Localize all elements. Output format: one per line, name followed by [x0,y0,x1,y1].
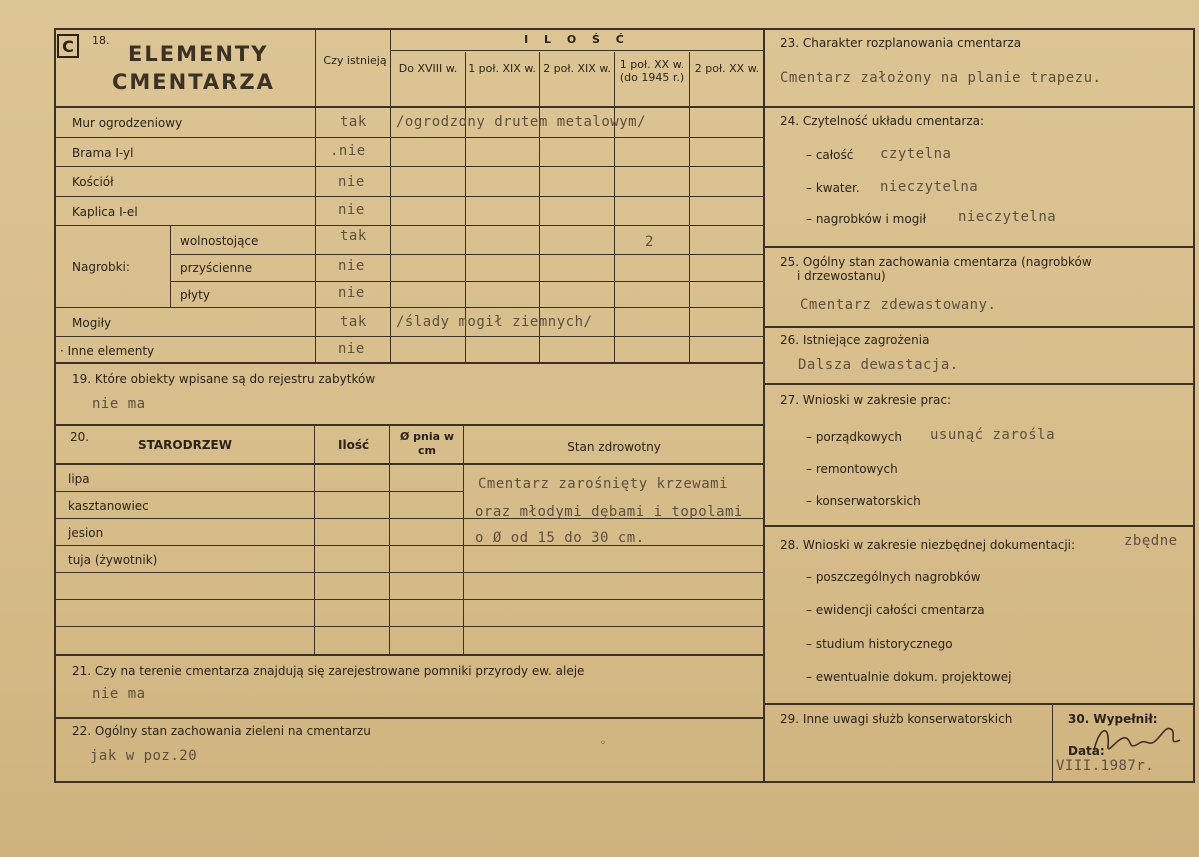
q24-label: 24. Czytelność układu cmentarza: [780,114,985,128]
q20-header-diam: Ø pnia w cm [399,430,455,457]
q23-label: 23. Charakter rozplanowania cmentarza [780,36,1022,50]
q27-item-1-label: – porządkowych [806,430,902,444]
q20-number: 20. [70,430,90,444]
exists-inne: nie [338,341,365,357]
col-quantity-header: I L O Ś Ć [524,33,630,46]
period-4: 1 poł. XX w. (do 1945 r.) [619,58,685,84]
q21-value: nie ma [92,686,146,702]
q26-label: 26. Istniejące zagrożenia [780,333,930,347]
q24-item-2-value: nieczytelna [880,179,979,195]
row-label-kaplica: Kaplica I-el [72,205,138,219]
q25-label-line1: 25. Ogólny stan zachowania cmentarza (nagrobków [780,255,1092,269]
section-number: 18. [92,34,110,47]
exists-plyty: nie [338,285,365,301]
health-line-2: oraz młodymi dębami i topolami [475,504,743,520]
q20-header-qty: Ilość [338,438,370,452]
exists-kaplica: nie [338,202,365,218]
q27-item-1-value: usunąć zarośla [930,427,1056,443]
row-label-nagrobki: Nagrobki: [72,260,130,274]
note-mogily: /ślady mogił ziemnych/ [396,314,593,330]
period-1: Do XVIII w. [398,62,458,75]
tree-lipa: lipa [68,472,90,486]
col-exists-header: Czy istnieją [323,54,387,67]
q24-item-1-value: czytelna [880,146,952,162]
q27-item-3-label: – konserwatorskich [806,494,921,508]
row-label-mogily: Mogiły [72,316,112,330]
row-label-inne: · Inne elementy [60,344,155,358]
row-label-brama: Brama I-yl [72,146,134,160]
health-line-1: Cmentarz zarośnięty krzewami [478,476,729,492]
row-label-przyscienne: przyścienne [180,261,253,275]
q27-item-2-label: – remontowych [806,462,898,476]
q22-label: 22. Ogólny stan zachowania zieleni na cmentarzu [72,724,371,738]
q30-date-value: VIII.1987r. [1056,758,1155,774]
q30-date-label: Data: [1068,744,1105,758]
q25-value: Cmentarz zdewastowany. [800,297,997,313]
q28-item-4: – ewentualnie dokum. projektowej [806,670,1012,684]
exists-kosciol: nie [338,174,365,190]
qty-wolnostojace: 2 [645,234,654,250]
exists-mur: tak [340,114,367,130]
note-mur: /ogrodzony drutem metalowym/ [396,114,647,130]
section-title-line2: CMENTARZA [112,70,275,94]
q20-header-health: Stan zdrowotny [567,440,661,454]
q21-label: 21. Czy na terenie cmentarza znajdują się zarejestrowane pomniki przyrody ew. aleje [72,664,585,678]
exists-brama: .nie [330,143,366,159]
main-divider [763,28,765,783]
exists-mogily: tak [340,314,367,330]
q29-label: 29. Inne uwagi służb konserwatorskich [780,712,1013,726]
row-label-plyty: płyty [180,288,210,302]
q28-item-1: – poszczególnych nagrobków [806,570,981,584]
row-label-mur: Mur ogrodzeniowy [72,116,183,130]
q20-header-tree: STARODRZEW [138,438,232,452]
q28-label: 28. Wnioski w zakresie niezbędnej dokumentacji: [780,538,1076,552]
q26-value: Dalsza dewastacja. [798,357,959,373]
row-label-kosciol: Kościół [72,175,114,189]
tree-tuja: tuja (żywotnik) [68,553,158,567]
period-5: 2 poł. XX w. [694,62,760,75]
q30-label: 30. Wypełnił: [1068,712,1158,726]
section-title-line1: ELEMENTY [128,42,269,66]
period-3: 2 poł. XIX w. [543,62,611,75]
tree-kasztanowiec: kasztanowiec [68,499,149,513]
exists-przyscienne: nie [338,258,365,274]
exists-wolnostojace: tak [340,228,367,244]
q27-label: 27. Wnioski w zakresie prac: [780,393,952,407]
q24-item-1-label: – całość [806,148,854,162]
q24-item-2-label: – kwater. [806,181,860,195]
q19-label: 19. Które obiekty wpisane są do rejestru zabytków [72,372,376,386]
q28-item-2: – ewidencji całości cmentarza [806,603,985,617]
section-badge: C [57,34,79,58]
stray-mark: ◦ [600,738,606,749]
q23-value: Cmentarz założony na planie trapezu. [780,70,1102,86]
q28-value: zbędne [1124,533,1178,549]
signature-scribble [1088,716,1190,760]
row-label-wolnostojace: wolnostojące [180,234,259,248]
q22-value: jak w poz.20 [90,748,198,764]
q24-item-3-value: nieczytelna [958,209,1057,225]
health-line-3: o Ø od 15 do 30 cm. [475,530,645,546]
tree-jesion: jesion [68,526,104,540]
q19-value: nie ma [92,396,146,412]
q28-item-3: – studium historycznego [806,637,953,651]
period-2: 1 poł. XIX w. [468,62,536,75]
q24-item-3-label: – nagrobków i mogił [806,212,927,226]
q25-label-line2: i drzewostanu) [797,269,886,283]
